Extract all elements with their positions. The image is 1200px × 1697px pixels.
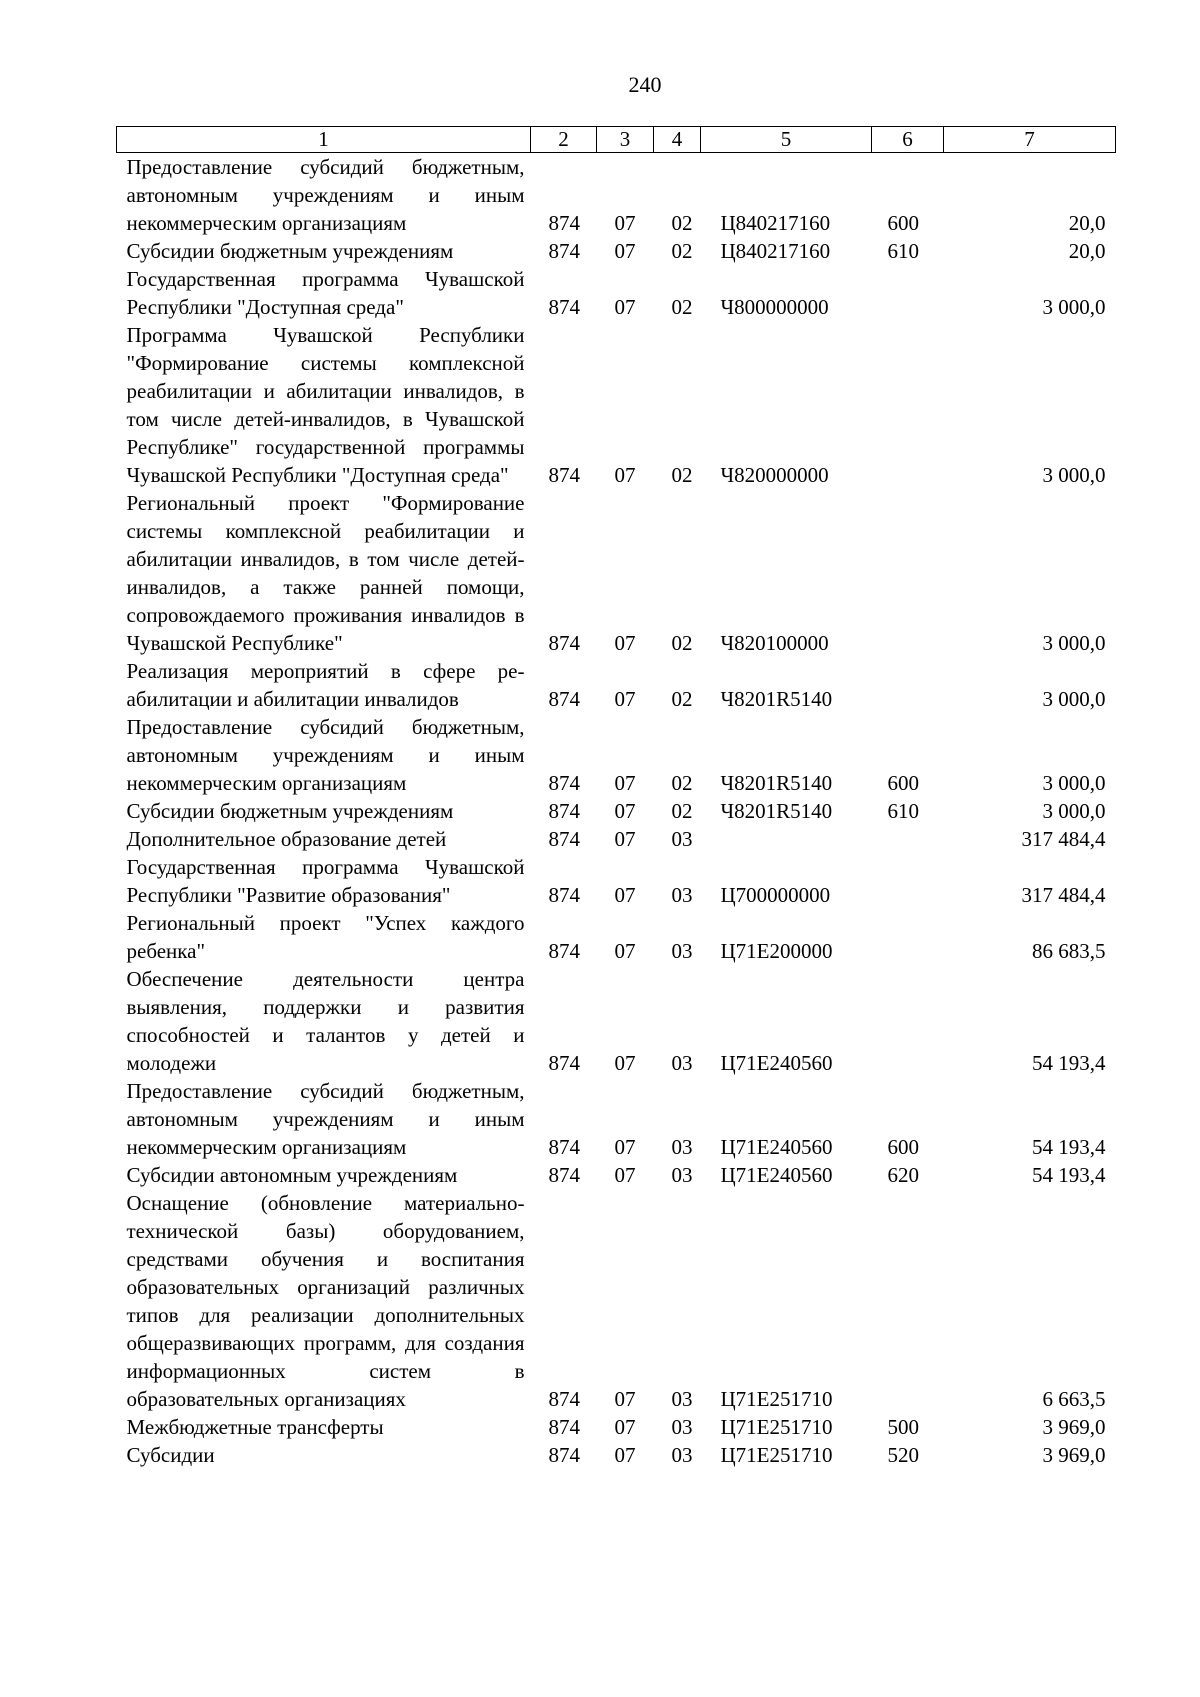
subsection-code: 02 — [671, 211, 693, 235]
expense-type-code — [872, 265, 944, 321]
amount: 20,0 — [1068, 239, 1106, 263]
target-article-code: Ч820100000 — [720, 631, 829, 655]
ministry-code: 874 — [548, 1163, 580, 1187]
target-article-code — [701, 825, 872, 853]
target-article-code: Ч820000000 — [720, 463, 829, 487]
section-code: 07 — [614, 939, 636, 963]
amount: 54 193,4 — [1032, 1163, 1106, 1187]
item-name: Оснащение (обновление материально-технической базы) оборудованием, средствами обучения и воспитания образовательных организаций различных типов для реализации дополнительных общеразвивающих программ, для создания информационных систем в образовательных организациях — [126, 1191, 525, 1411]
subsection-code: 03 — [671, 1051, 693, 1075]
target-article-code: Ц840217160 — [720, 239, 831, 263]
amount: 317 484,4 — [1021, 827, 1106, 851]
section-code: 07 — [614, 883, 636, 907]
subsection-code: 03 — [671, 1163, 693, 1187]
column-header-7: 7 — [944, 127, 1116, 153]
ministry-code: 874 — [548, 883, 580, 907]
expense-type-code — [872, 657, 944, 713]
table-row — [117, 489, 1116, 657]
ministry-code: 874 — [548, 631, 580, 655]
target-article-code: Ц840217160 — [720, 211, 831, 235]
subsection-code: 03 — [671, 1387, 693, 1411]
amount: 3 969,0 — [1042, 1443, 1106, 1467]
target-article-code: Ч800000000 — [720, 295, 829, 319]
target-article-code: Ц71Е240560 — [720, 1135, 833, 1159]
item-name: Региональный проект "Успех каждого ребенка" — [126, 911, 525, 963]
expense-type-code: 610 — [887, 799, 919, 823]
ministry-code: 874 — [548, 1051, 580, 1075]
amount: 3 000,0 — [1042, 463, 1106, 487]
subsection-code: 03 — [671, 1415, 693, 1439]
table-row — [117, 1161, 1116, 1189]
ministry-code: 874 — [548, 1135, 580, 1159]
expense-type-code — [872, 825, 944, 853]
ministry-code: 874 — [548, 799, 580, 823]
table-row — [117, 265, 1116, 321]
target-article-code: Ч8201R5140 — [720, 687, 833, 711]
expense-type-code: 600 — [887, 211, 919, 235]
ministry-code: 874 — [548, 687, 580, 711]
target-article-code: Ц71Е251710 — [720, 1443, 833, 1467]
expense-type-code: 600 — [887, 1135, 919, 1159]
expense-type-code: 520 — [887, 1443, 919, 1467]
expense-type-code: 500 — [887, 1415, 919, 1439]
item-name: Межбюджетные трансферты — [126, 1415, 384, 1439]
section-code: 07 — [614, 1163, 636, 1187]
budget-table — [116, 126, 1116, 1469]
target-article-code: Ц71Е240560 — [720, 1051, 833, 1075]
item-name: Реализация мероприятий в сфере реабилитации и абилитации инвалидов — [126, 659, 525, 711]
item-name: Государственная программа Чувашской Республики "Доступная среда" — [126, 267, 525, 319]
expense-type-code: 600 — [887, 771, 919, 795]
table-row — [117, 909, 1116, 965]
column-header-3: 3 — [597, 127, 654, 153]
item-name: Субсидии бюджетным учреждениям — [126, 799, 454, 823]
subsection-code: 03 — [671, 939, 693, 963]
target-article-code: Ч8201R5140 — [720, 771, 833, 795]
column-header-2: 2 — [531, 127, 597, 153]
item-name: Предоставление субсидий бюджетным, автономным учреждениям и иным некоммерческим организациям — [126, 155, 525, 235]
ministry-code: 874 — [548, 827, 580, 851]
amount: 3 000,0 — [1042, 771, 1106, 795]
subsection-code: 02 — [671, 771, 693, 795]
amount: 54 193,4 — [1032, 1051, 1106, 1075]
section-code: 07 — [614, 631, 636, 655]
column-header-1: 1 — [117, 127, 531, 153]
table-row — [117, 1189, 1116, 1413]
amount: 86 683,5 — [1032, 939, 1106, 963]
table-row — [117, 321, 1116, 489]
expense-type-code — [872, 909, 944, 965]
expense-type-code: 610 — [887, 239, 919, 263]
subsection-code: 02 — [671, 463, 693, 487]
amount: 3 969,0 — [1042, 1415, 1106, 1439]
table-row — [117, 1077, 1116, 1161]
expense-type-code — [872, 1189, 944, 1413]
section-code: 07 — [614, 771, 636, 795]
amount: 20,0 — [1068, 211, 1106, 235]
table-row — [117, 965, 1116, 1077]
subsection-code: 02 — [671, 799, 693, 823]
target-article-code: Ц71Е251710 — [720, 1387, 833, 1411]
ministry-code: 874 — [548, 939, 580, 963]
expense-type-code: 620 — [887, 1163, 919, 1187]
table-row — [117, 713, 1116, 797]
section-code: 07 — [614, 295, 636, 319]
target-article-code: Ц700000000 — [720, 883, 831, 907]
expense-type-code — [872, 321, 944, 489]
ministry-code: 874 — [548, 239, 580, 263]
section-code: 07 — [614, 1443, 636, 1467]
table-row — [117, 237, 1116, 265]
subsection-code: 03 — [671, 1443, 693, 1467]
table-row — [117, 1441, 1116, 1469]
section-code: 07 — [614, 1051, 636, 1075]
item-name: Обеспечение деятельности центра выявления, поддержки и развития способностей и талантов у детей и молодежи — [126, 967, 525, 1075]
column-header-4: 4 — [654, 127, 701, 153]
subsection-code: 02 — [671, 687, 693, 711]
section-code: 07 — [614, 1387, 636, 1411]
target-article-code: Ц71Е240560 — [720, 1163, 833, 1187]
amount: 3 000,0 — [1042, 295, 1106, 319]
subsection-code: 02 — [671, 631, 693, 655]
ministry-code: 874 — [548, 463, 580, 487]
ministry-code: 874 — [548, 1443, 580, 1467]
section-code: 07 — [614, 463, 636, 487]
item-name: Предоставление субсидий бюджетным, автономным учреждениям и иным некоммерческим организациям — [126, 715, 525, 795]
section-code: 07 — [614, 799, 636, 823]
item-name: Программа Чувашской Республики "Формирование системы комплексной реабилитации и абилитации инвалидов, в том числе детей-инвалидов, в Чувашской Республике" государственной программы Чувашской Республики "Доступная среда" — [126, 323, 525, 487]
column-header-6: 6 — [872, 127, 944, 153]
table-row — [117, 797, 1116, 825]
ministry-code: 874 — [548, 211, 580, 235]
table-row — [117, 825, 1116, 853]
item-name: Государственная программа Чувашской Республики "Развитие образования" — [126, 855, 525, 907]
ministry-code: 874 — [548, 295, 580, 319]
table-row — [117, 153, 1116, 238]
subsection-code: 03 — [671, 827, 693, 851]
section-code: 07 — [614, 239, 636, 263]
expense-type-code — [872, 853, 944, 909]
item-name: Субсидии автономным учреждениям — [126, 1163, 458, 1187]
target-article-code: Ч8201R5140 — [720, 799, 833, 823]
ministry-code: 874 — [548, 1415, 580, 1439]
subsection-code: 03 — [671, 883, 693, 907]
table-body — [117, 153, 1116, 1470]
table-header-row — [117, 127, 1116, 153]
subsection-code: 03 — [671, 1135, 693, 1159]
amount: 3 000,0 — [1042, 687, 1106, 711]
expense-type-code — [872, 965, 944, 1077]
amount: 6 663,5 — [1042, 1387, 1106, 1411]
amount: 3 000,0 — [1042, 631, 1106, 655]
page-number: 240 — [628, 72, 662, 97]
item-name: Субсидии — [126, 1443, 215, 1467]
column-header-5: 5 — [701, 127, 872, 153]
ministry-code: 874 — [548, 771, 580, 795]
item-name: Субсидии бюджетным учреждениям — [126, 239, 454, 263]
item-name: Региональный проект "Формирование системы комплексной реабилитации и абилитации инвалидов, в том числе детей-инвалидов, а также ранней помощи, сопровождаемого проживания инвалидов в Чувашской Республике" — [126, 491, 525, 655]
table-row — [117, 1413, 1116, 1441]
target-article-code: Ц71Е251710 — [720, 1415, 833, 1439]
section-code: 07 — [614, 1135, 636, 1159]
amount: 317 484,4 — [1021, 883, 1106, 907]
subsection-code: 02 — [671, 295, 693, 319]
amount: 3 000,0 — [1042, 799, 1106, 823]
item-name: Предоставление субсидий бюджетным, автономным учреждениям и иным некоммерческим организациям — [126, 1079, 525, 1159]
section-code: 07 — [614, 827, 636, 851]
item-name: Дополнительное образование детей — [126, 827, 447, 851]
expense-type-code — [872, 489, 944, 657]
table-row — [117, 657, 1116, 713]
target-article-code: Ц71Е200000 — [720, 939, 833, 963]
section-code: 07 — [614, 1415, 636, 1439]
section-code: 07 — [614, 211, 636, 235]
subsection-code: 02 — [671, 239, 693, 263]
section-code: 07 — [614, 687, 636, 711]
table-row — [117, 853, 1116, 909]
amount: 54 193,4 — [1032, 1135, 1106, 1159]
ministry-code: 874 — [548, 1387, 580, 1411]
